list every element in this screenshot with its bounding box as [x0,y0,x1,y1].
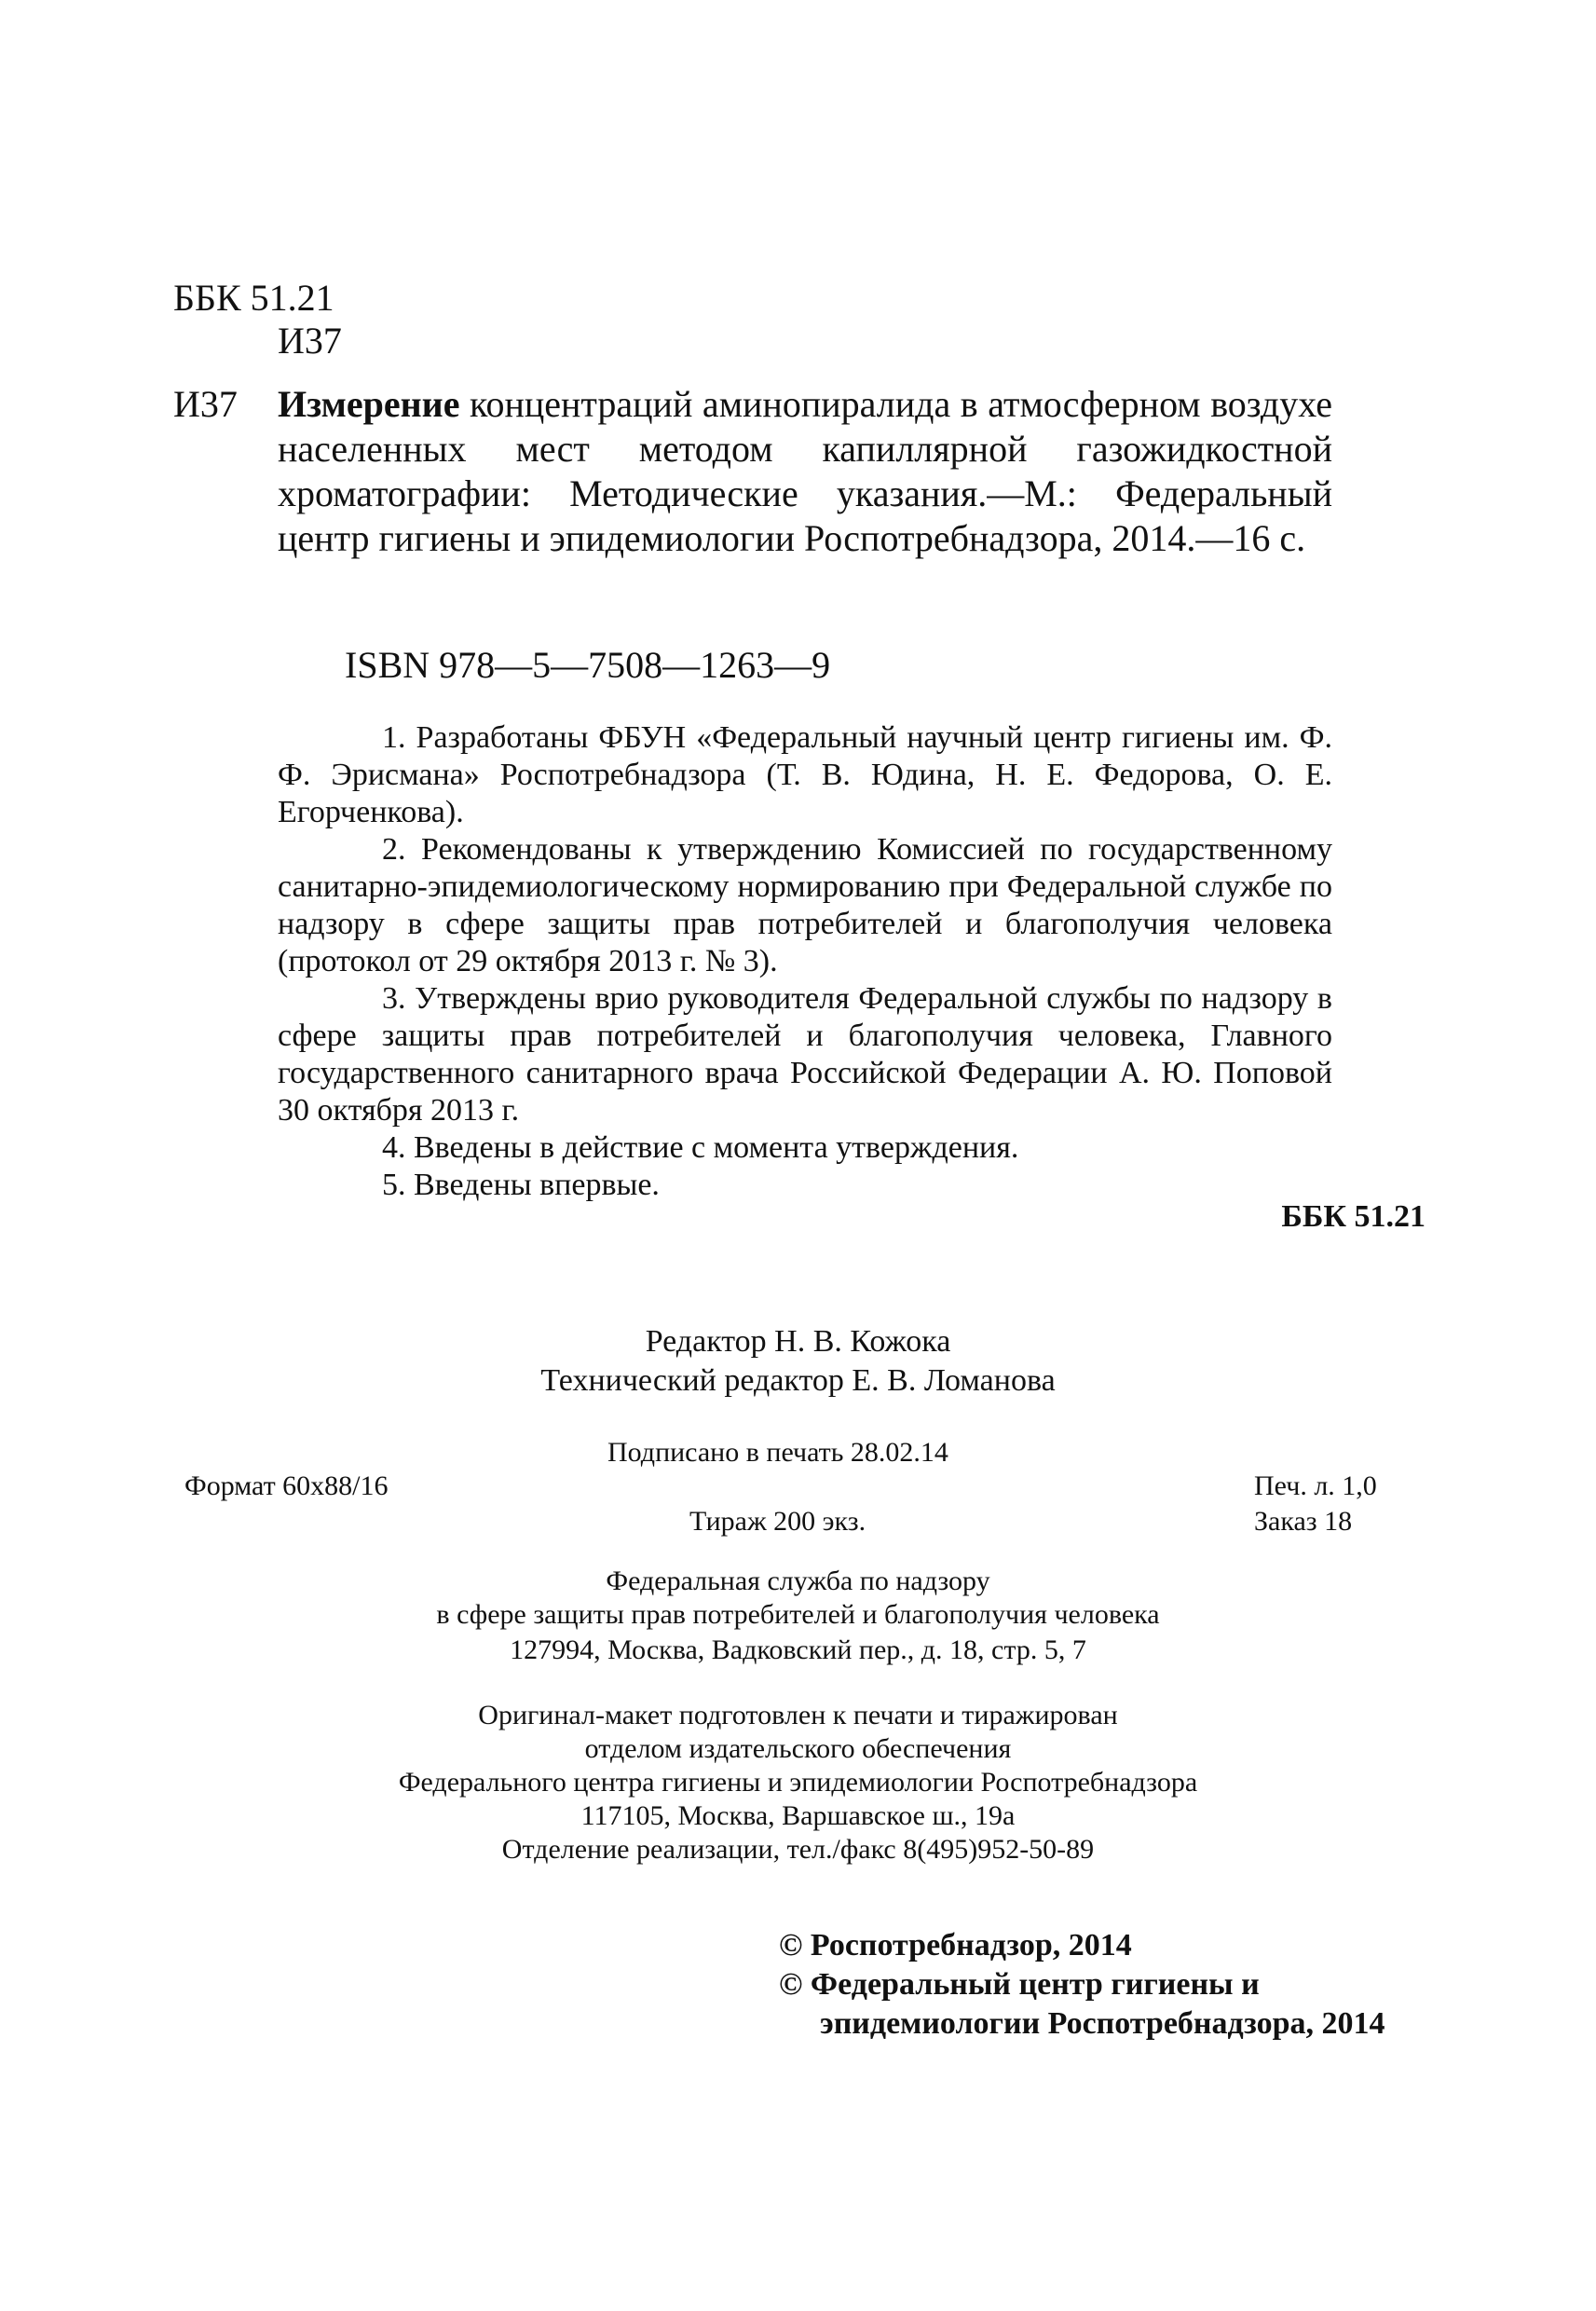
printer-line-2: отделом издательского обеспечения [584,1733,1012,1764]
publisher-line-3: 127994, Москва, Вадковский пер., д. 18, стр. 5, 7 [510,1634,1086,1665]
editor: Редактор Н. В. Кожока [645,1324,951,1359]
print-run: Тираж 200 экз. [689,1506,866,1537]
sheets: Печ. л. 1,0 [1254,1470,1377,1501]
bbk-code: ББК 51.21 [173,277,334,319]
notes-block [278,719,1332,1204]
publisher-line-1: Федеральная служба по надзору [606,1566,990,1596]
copyright-line-3: эпидемиологии Роспотребнадзора, 2014 [820,2006,1385,2041]
entry-mark: И37 [173,383,238,425]
entry-title-rest: концентраций аминопиралида в атмосферном воздухе населенных мест методом капиллярной газожидкостной хроматографии: Методические указания.—М.: Федеральный центр гигиены и эпидемиологии Роспотребнадзора, 2014.—16 с. [278,383,1332,559]
note-5: 5. Введены впервые. [382,1168,660,1202]
tech-editor: Технический редактор Е. В. Ломанова [540,1363,1056,1398]
copyright-line-2: © Федеральный центр гигиены и [779,1967,1260,2002]
signed-date: Подписано в печать 28.02.14 [607,1437,948,1468]
copyright-line-1: © Роспотребнадзор, 2014 [779,1928,1132,1962]
entry-title-bold: Измерение [278,383,460,425]
note-1: 1. Разработаны ФБУН «Федеральный научный центр гигиены им. Ф. Ф. Эрисмана» Роспотребнадзора (Т. В. Юдина, Н. Е. Федорова, О. Е. Егорченкова). [278,720,1332,829]
isbn: ISBN 978—5—7508—1263—9 [345,644,831,686]
printer-line-1: Оригинал-макет подготовлен к печати и тиражирован [478,1700,1118,1730]
printer-line-4: 117105, Москва, Варшавское ш., 19а [580,1800,1016,1831]
note-3: 3. Утверждены врио руководителя Федеральной службы по надзору в сфере защиты прав потребителей и благополучия человека, Главного государственного санитарного врача Российской Федерации А. Ю. Поповой 30 октября 2013 г. [278,981,1332,1128]
printer-line-5: Отделение реализации, тел./факс 8(495)952-50-89 [501,1834,1095,1865]
order-number: Заказ 18 [1254,1506,1353,1537]
format: Формат 60x88/16 [184,1470,389,1501]
author-mark: И37 [278,320,342,362]
bbk-bottom: ББК 51.21 [1281,1199,1425,1234]
note-4: 4. Введены в действие с момента утверждения. [382,1130,1019,1165]
publisher-line-2: в сфере защиты прав потребителей и благополучия человека [436,1599,1160,1630]
bibliographic-entry [278,382,1332,561]
note-2: 2. Рекомендованы к утверждению Комиссией по государственному санитарно-эпидемиологическому нормированию при Федеральной службе по надзору в сфере защиты прав потребителей и благополучия человека (протокол от 29 октября 2013 г. № 3). [278,832,1332,978]
printer-line-3: Федерального центра гигиены и эпидемиологии Роспотребнадзора [398,1767,1198,1798]
